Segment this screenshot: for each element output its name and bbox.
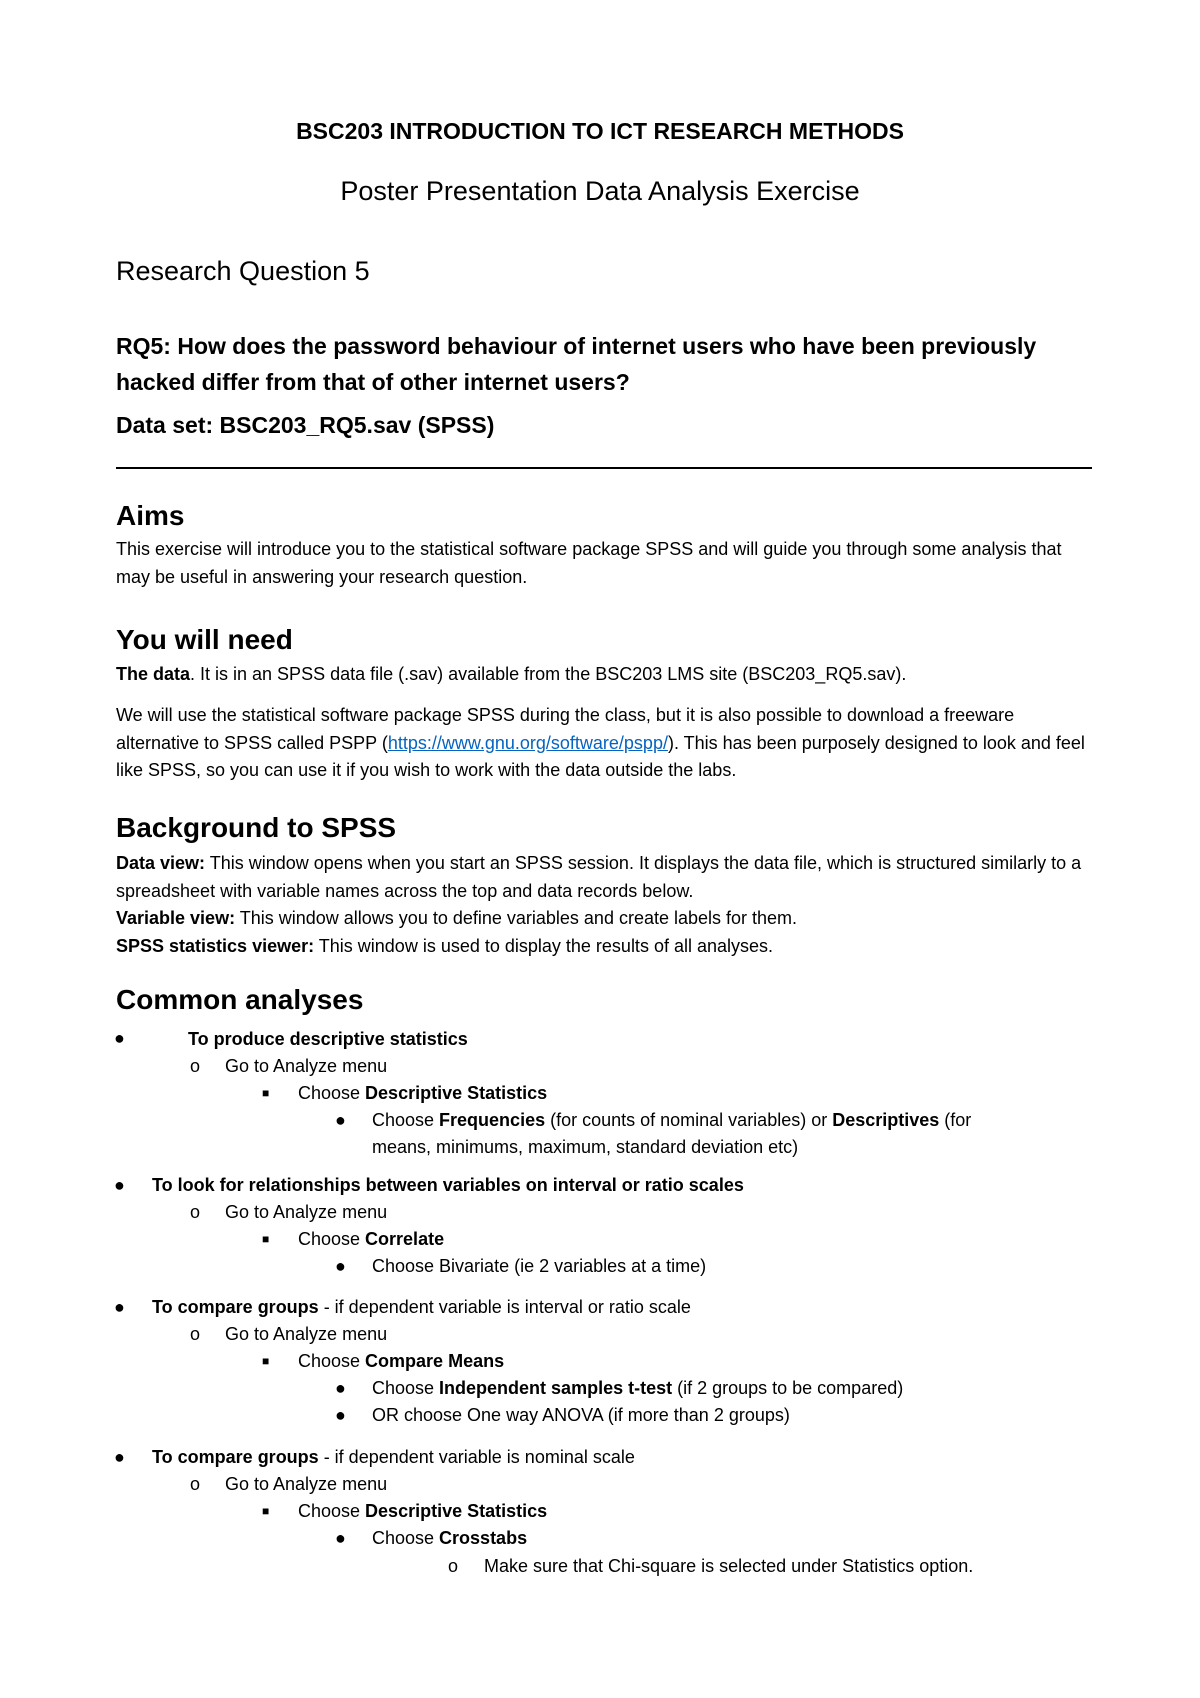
- step-choose-frequencies: Choose Frequencies (for counts of nominal variables) or Descriptives (for: [372, 1110, 972, 1130]
- analysis-group-descriptive: To produce descriptive statistics: [188, 1029, 468, 1049]
- bullet-disc-icon: ●: [335, 1405, 346, 1425]
- research-question-heading: Research Question 5: [116, 256, 370, 286]
- data-label: The data: [116, 664, 191, 684]
- bullet-square-icon: ■: [262, 1086, 270, 1100]
- bullet-circle-icon: o: [190, 1324, 201, 1344]
- background-item-data-view: Data view: This window opens when you start an SPSS session. It displays the data file, which is structured similarly to a spreadsheet with variable names across the top and data records below.: [116, 853, 1082, 901]
- step-choose-menu: Choose Compare Means: [298, 1351, 505, 1371]
- step-choose-crosstabs: Choose Crosstabs: [372, 1528, 528, 1548]
- you-will-need-heading: You will need: [116, 624, 293, 655]
- bullet-square-icon: ■: [262, 1504, 270, 1518]
- step-choose-anova: OR choose One way ANOVA (if more than 2 groups): [372, 1405, 790, 1425]
- bullet-disc-icon: ●: [335, 1110, 346, 1130]
- step-choose-menu: Choose Descriptive Statistics: [298, 1501, 548, 1521]
- step-choose-bivariate: Choose Bivariate (ie 2 variables at a time): [372, 1256, 707, 1276]
- bullet-circle-icon: o: [190, 1202, 201, 1222]
- step-choose-menu: Choose Correlate: [298, 1229, 445, 1249]
- spss-text-after: ). This has been purposely designed to look and feel like SPSS, so you can use it if you wish to work with the data outside the labs.: [116, 732, 1085, 780]
- aims-heading: Aims: [116, 500, 185, 531]
- spss-text-before: We will use the statistical software package SPSS during the class, but it is also possible to download a freeware alternative to SPSS called PSPP (: [116, 705, 1015, 753]
- step-go-to-analyze: Go to Analyze menu: [225, 1324, 388, 1344]
- course-title: BSC203 INTRODUCTION TO ICT RESEARCH METHODS: [296, 118, 904, 144]
- data-requirement: [116, 661, 1096, 689]
- data-description: . It is in an SPSS data file (.sav) available from the BSC203 LMS site (BSC203_RQ5.sav).: [190, 664, 907, 684]
- document-subtitle: Poster Presentation Data Analysis Exercise: [340, 176, 860, 206]
- aims-text: This exercise will introduce you to the statistical software package SPSS and will guide you through some analysis that may be useful in answering your research question.: [116, 539, 1062, 587]
- bullet-circle-icon: o: [448, 1556, 459, 1576]
- bullet-disc-icon: ●: [114, 1028, 125, 1048]
- pspp-link[interactable]: https://www.gnu.org/software/pspp/: [387, 732, 668, 753]
- step-choose-frequencies-cont: means, minimums, maximum, standard deviation etc): [372, 1137, 799, 1157]
- bullet-disc-icon: ●: [335, 1528, 346, 1548]
- step-choose-menu: Choose Descriptive Statistics: [298, 1083, 548, 1103]
- bullet-square-icon: ■: [262, 1354, 270, 1368]
- spss-requirement: [116, 702, 1096, 785]
- step-go-to-analyze: Go to Analyze menu: [225, 1474, 388, 1494]
- step-choose-t-test: Choose Independent samples t-test (if 2 groups to be compared): [372, 1378, 904, 1398]
- bullet-disc-icon: ●: [114, 1447, 125, 1467]
- horizontal-divider: [116, 467, 1092, 469]
- common-analyses-heading: Common analyses: [116, 984, 364, 1015]
- analysis-group-compare-nominal: To compare groups - if dependent variable is nominal scale: [152, 1447, 635, 1467]
- bullet-circle-icon: o: [190, 1474, 201, 1494]
- step-go-to-analyze: Go to Analyze menu: [225, 1202, 388, 1222]
- step-go-to-analyze: Go to Analyze menu: [225, 1056, 388, 1076]
- dataset-line: Data set: BSC203_RQ5.sav (SPSS): [116, 412, 495, 438]
- bullet-square-icon: ■: [262, 1232, 270, 1246]
- background-item-variable-view: Variable view: This window allows you to define variables and create labels for them.: [116, 908, 798, 928]
- background-heading: Background to SPSS: [116, 812, 397, 843]
- step-chi-square: Make sure that Chi-square is selected under Statistics option.: [484, 1556, 974, 1576]
- background-item-statistics-viewer: SPSS statistics viewer: This window is used to display the results of all analyses.: [116, 935, 774, 956]
- analysis-group-relationships: To look for relationships between variables on interval or ratio scales: [152, 1175, 744, 1195]
- analysis-group-compare-interval: To compare groups - if dependent variable is interval or ratio scale: [152, 1297, 691, 1317]
- bullet-circle-icon: o: [190, 1056, 201, 1076]
- background-list: [116, 850, 1096, 960]
- bullet-disc-icon: ●: [114, 1297, 125, 1317]
- bullet-disc-icon: ●: [114, 1175, 125, 1195]
- research-question-text: RQ5: How does the password behaviour of internet users who have been previously hacked differ from that of other internet users?: [116, 333, 1037, 395]
- bullet-disc-icon: ●: [335, 1256, 346, 1276]
- bullet-disc-icon: ●: [335, 1378, 346, 1398]
